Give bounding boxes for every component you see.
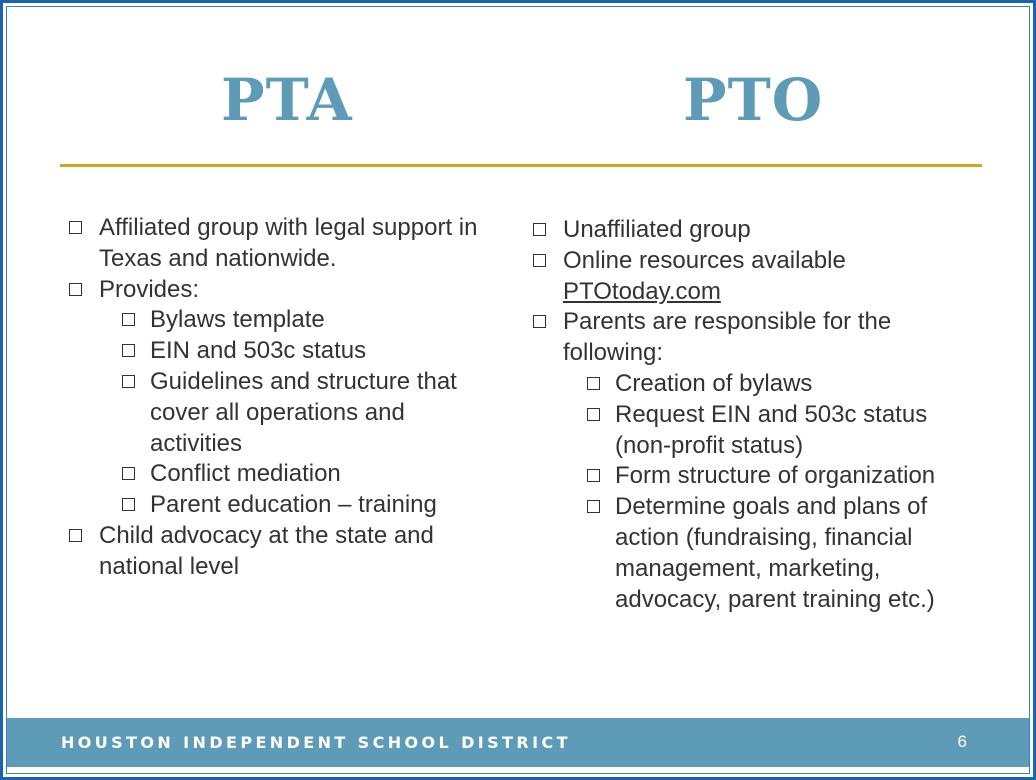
pta-list (67, 213, 497, 583)
pto-resp-ein: Request EIN and 503c status (non-profit status) (615, 400, 928, 459)
checkbox-square-icon (69, 283, 82, 296)
pto-item-unaffiliated: Unaffiliated group (563, 216, 751, 243)
pto-title: PTO (683, 66, 824, 134)
pto-item-online-resources: Online resources available (563, 246, 846, 274)
pta-provides-ein: EIN and 503c status (150, 337, 367, 365)
checkbox-square-icon (122, 467, 135, 480)
list-item (531, 369, 971, 400)
pto-item-parents-responsible: Parents are responsible for the following: (563, 308, 892, 367)
pta-provides-bylaws: Bylaws template (150, 306, 325, 334)
footer-organization: HOUSTON INDEPENDENT SCHOOL DISTRICT (61, 733, 571, 752)
list-item (531, 400, 971, 462)
footer-bar (7, 718, 1029, 767)
pta-provides-guidelines: Guidelines and structure that cover all operations and activities (150, 367, 457, 457)
checkbox-square-icon (587, 469, 600, 482)
title-divider (60, 164, 982, 167)
list-item (67, 490, 497, 521)
pto-resp-goals: Determine goals and plans of action (fundraising, financial management, marketing, advocacy, parent training etc.) (615, 493, 935, 613)
pta-item-affiliated: Affiliated group with legal support in Texas and nationwide. (99, 214, 478, 272)
pto-resp-bylaws: Creation of bylaws (615, 369, 813, 397)
pto-list (531, 215, 971, 615)
list-item (67, 459, 497, 490)
list-item (67, 336, 497, 367)
pta-column (67, 213, 497, 583)
list-item (67, 275, 497, 306)
pta-item-advocacy: Child advocacy at the state and national level (99, 521, 434, 580)
pta-title: PTA (221, 66, 353, 134)
checkbox-square-icon (69, 221, 82, 234)
pta-item-provides: Provides: (99, 275, 200, 303)
pto-column (531, 215, 971, 615)
list-item (531, 246, 971, 308)
list-item (67, 367, 497, 459)
pta-provides-education: Parent education – training (150, 491, 437, 519)
list-item (531, 215, 971, 246)
checkbox-square-icon (122, 313, 135, 326)
pto-resp-structure: Form structure of organization (615, 462, 936, 490)
checkbox-square-icon (587, 500, 600, 513)
list-item (531, 461, 971, 492)
checkbox-square-icon (122, 498, 135, 511)
checkbox-square-icon (69, 529, 82, 542)
list-item (531, 492, 971, 615)
checkbox-square-icon (533, 315, 546, 328)
checkbox-square-icon (122, 375, 135, 388)
checkbox-square-icon (587, 377, 600, 390)
list-item (531, 307, 971, 369)
checkbox-square-icon (533, 223, 546, 236)
page-number: 6 (957, 732, 967, 751)
checkbox-square-icon (587, 408, 600, 421)
checkbox-square-icon (122, 344, 135, 357)
ptotoday-link[interactable]: PTOtoday.com (563, 277, 721, 305)
pta-provides-mediation: Conflict mediation (150, 460, 341, 488)
list-item (67, 305, 497, 336)
checkbox-square-icon (533, 254, 546, 267)
list-item (67, 521, 497, 583)
list-item (67, 213, 497, 275)
